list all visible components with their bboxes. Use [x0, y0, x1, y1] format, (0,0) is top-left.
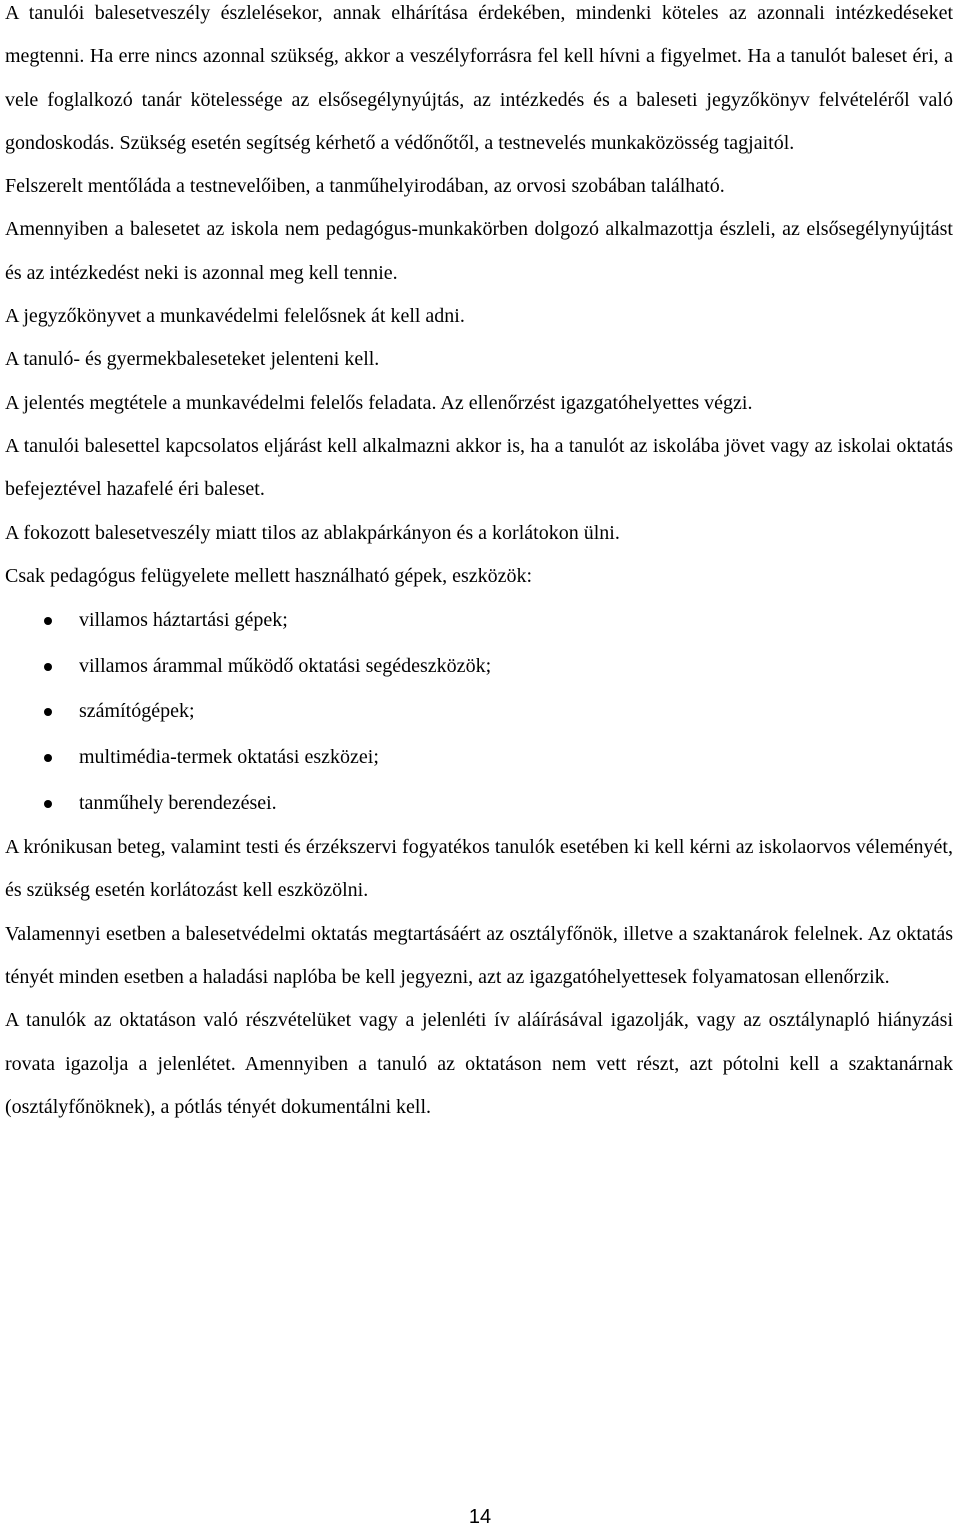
paragraph-attendance: A tanulók az oktatáson való részvételüket vagy a jelenléti ív aláírásával igazolják, vagy az osztálynapló hiányzási rovata igazolja a jelenlétet. Amennyiben a tanuló az oktatáson nem vett részt, azt pótolni kell a szaktanárnak (osztályfőnöknek), a pótlás tényét dokumentálni kell.: [5, 1009, 953, 1118]
paragraph-chronic-illness: A krónikusan beteg, valamint testi és érzékszervi fogyatékos tanulók esetében ki kell kérni az iskolaorvos véleményét, és szükség esetén korlátozást kell eszközölni.: [5, 836, 953, 902]
paragraph-first-aid-kit: Felszerelt mentőláda a testnevelőiben, a tanműhelyirodában, az orvosi szobában található.: [5, 175, 725, 198]
document-page: [5, 0, 953, 1129]
paragraph-report-handover: A jegyzőkönyvet a munkavédelmi felelősnek át kell adni.: [5, 305, 465, 328]
list-item: multimédia-termek oktatási eszközei;: [5, 735, 953, 781]
paragraph-safety-training: Valamennyi esetben a balesetvédelmi oktatás megtartásáért az osztályfőnök, illetve a szaktanárok felelnek. Az oktatás tényét minden esetben a haladási naplóba be kell jegyezni, azt az igazgatóhelyettesek folyamatosan ellenőrzik.: [5, 922, 953, 989]
list-item: villamos háztartási gépek;: [5, 598, 953, 644]
list-item: villamos árammal működő oktatási segédeszközök;: [5, 644, 953, 690]
list-item: tanműhely berendezései.: [5, 781, 953, 827]
paragraph-accident-response: A tanulói balesetveszély észlelésekor, annak elhárítása érdekében, mindenki köteles az azonnali intézkedéseket megtenni. Ha erre nincs azonnal szükség, akkor a veszélyforrásra fel kell hívni a figyelmet. Ha a tanulót baleset éri, a vele foglalkozó tanár kötelessége az elsősegélynyújtás, az intézkedés és a baleseti jegyzőkönyv felvételéről való gondoskodás. Szükség esetén segítség kérhető a védőnőtől, a testnevelés munkaközösség tagjaitól.: [5, 2, 953, 154]
paragraph-commute-accidents: A tanulói balesettel kapcsolatos eljárást kell alkalmazni akkor is, ha a tanulót az iskolába jövet vagy az iskolai oktatás befejeztével hazafelé éri baleset.: [5, 434, 953, 501]
paragraph-supervised-devices-intro: Csak pedagógus felügyelete mellett használható gépek, eszközök:: [5, 564, 533, 587]
paragraph-report-required: A tanuló- és gyermekbaleseteket jelenteni kell.: [5, 348, 380, 371]
list-item: számítógépek;: [5, 689, 953, 735]
supervised-devices-list: [5, 598, 953, 826]
paragraph-window-sill-rule: A fokozott balesetveszély miatt tilos az ablakpárkányon és a korlátokon ülni.: [5, 521, 620, 544]
paragraph-report-responsibility: A jelentés megtétele a munkavédelmi felelős feladata. Az ellenőrzést igazgatóhelyettes végzi.: [5, 391, 753, 414]
page-number: 14: [468, 1506, 492, 1528]
paragraph-non-teaching-staff: Amennyiben a balesetet az iskola nem pedagógus-munkakörben dolgozó alkalmazottja észleli, az elsősegélynyújtást és az intézkedést neki is azonnal meg kell tennie.: [5, 218, 953, 284]
